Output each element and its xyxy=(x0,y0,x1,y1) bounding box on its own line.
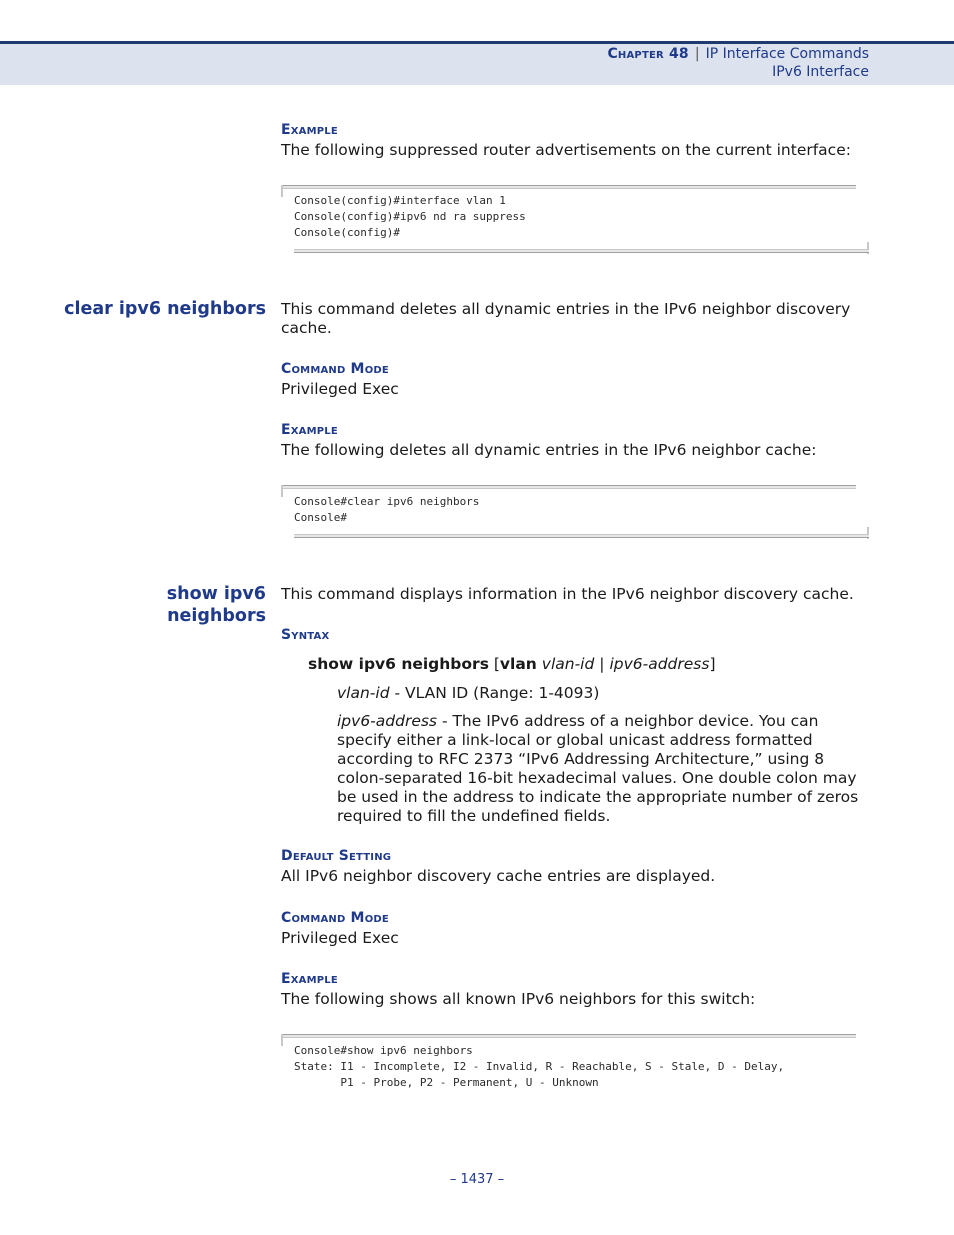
param-vlan-id xyxy=(337,684,867,703)
syntax-pipe: | xyxy=(599,655,605,673)
example-heading: Example xyxy=(281,971,338,987)
code-bottom-rule xyxy=(294,249,869,253)
param-description: - VLAN ID (Range: 1-4093) xyxy=(389,684,600,702)
running-header xyxy=(607,46,869,62)
page-number: – 1437 – xyxy=(449,1172,505,1187)
code-text: Console#show ipv6 neighbors State: I1 - Incomplete, I2 - Invalid, R - Reachable, S - Stale, D - Delay, P1 - Probe, P2 - Permanent, U - Unknown xyxy=(294,1044,785,1089)
code-top-rule xyxy=(281,485,856,489)
default-setting-heading: Default Setting xyxy=(281,848,392,864)
param-ipv6-address xyxy=(337,712,867,826)
code-example-2 xyxy=(281,485,869,539)
code-text: Console(config)#interface vlan 1 Console(config)#ipv6 nd ra suppress Console(config)# xyxy=(294,194,526,239)
example-text: The following deletes all dynamic entries in the IPv6 neighbor cache: xyxy=(281,441,817,459)
command-title-line1: show ipv6 xyxy=(166,584,266,604)
syntax-command: show ipv6 neighbors xyxy=(308,655,489,673)
command-mode-heading: Command Mode xyxy=(281,910,389,926)
code-top-tick xyxy=(281,1034,283,1046)
section-title: IPv6 Interface xyxy=(772,64,869,80)
example-text: The following suppressed router advertisements on the current interface: xyxy=(281,141,851,159)
syntax-vlan-id: vlan-id xyxy=(541,655,595,673)
show-description: This command displays information in the IPv6 neighbor discovery cache. xyxy=(281,585,854,603)
param-description: - The IPv6 address of a neighbor device. You can specify either a link-local or global unicast address formatted according to RFC 2373 “IPv6 Addressing Architecture,” using 8 colon-separated 16-bit hexadecimal values. One double colon may be used in the address to indicate the appropriate number of zeros required to fill the undefined fields. xyxy=(337,712,859,825)
command-mode-heading: Command Mode xyxy=(281,361,389,377)
chapter-title: IP Interface Commands xyxy=(705,46,869,62)
syntax-close-bracket: ] xyxy=(709,655,716,673)
code-top-tick xyxy=(281,185,283,197)
code-top-rule xyxy=(281,1034,856,1038)
example-text: The following shows all known IPv6 neighbors for this switch: xyxy=(281,990,756,1008)
param-name: vlan-id xyxy=(337,684,390,702)
default-setting-text: All IPv6 neighbor discovery cache entries are displayed. xyxy=(281,867,716,885)
code-top-rule xyxy=(281,185,856,189)
param-name: ipv6-address xyxy=(337,712,438,730)
code-example-1 xyxy=(281,185,869,253)
code-top-tick xyxy=(281,485,283,497)
syntax-vlan-keyword: vlan xyxy=(499,655,537,673)
command-mode-text: Privileged Exec xyxy=(281,380,399,398)
syntax-line xyxy=(308,655,716,674)
command-mode-text: Privileged Exec xyxy=(281,929,399,947)
chapter-label: Chapter 48 xyxy=(607,46,689,62)
command-title-show-ipv6-neighbors xyxy=(167,583,266,627)
code-text: Console#clear ipv6 neighbors Console# xyxy=(294,495,480,524)
command-title-line2: neighbors xyxy=(167,606,266,626)
clear-description: This command deletes all dynamic entries in the IPv6 neighbor discovery cache. xyxy=(281,300,851,337)
header-separator: | xyxy=(694,46,700,62)
syntax-ipv6-address: ipv6-address xyxy=(609,655,710,673)
code-bottom-rule xyxy=(294,534,869,538)
example-heading: Example xyxy=(281,422,338,438)
command-title-clear-ipv6-neighbors: clear ipv6 neighbors xyxy=(64,299,266,319)
example-heading: Example xyxy=(281,122,338,138)
syntax-open-bracket: [ xyxy=(493,655,500,673)
syntax-heading: Syntax xyxy=(281,627,330,643)
code-example-3 xyxy=(281,1034,869,1094)
